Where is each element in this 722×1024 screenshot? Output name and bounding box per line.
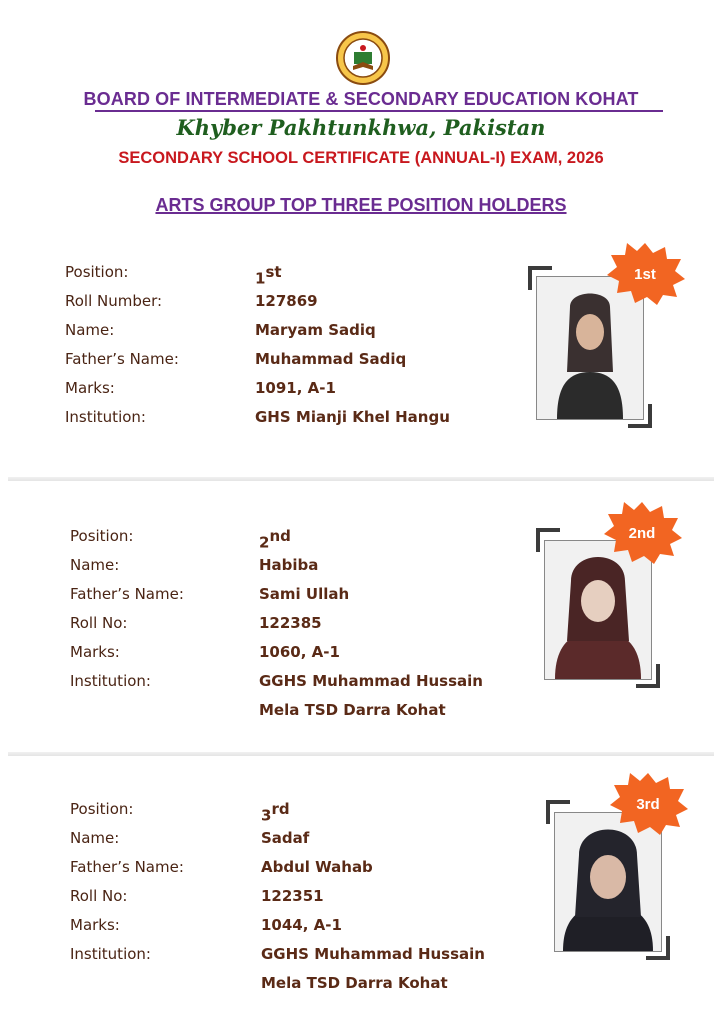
title-underline bbox=[95, 110, 663, 112]
field-row bbox=[70, 945, 151, 974]
field-value bbox=[255, 321, 376, 350]
badge-label: 1st bbox=[634, 266, 656, 283]
field-value bbox=[259, 643, 340, 672]
field-value bbox=[259, 701, 446, 730]
position-suffix: nd bbox=[269, 527, 291, 545]
province-title: Khyber Pakhtunkhwa, Pakistan bbox=[176, 115, 546, 140]
roll-number-value: 122385 bbox=[259, 614, 322, 632]
position-badge-icon bbox=[600, 500, 684, 564]
field-value bbox=[261, 945, 485, 974]
field-row bbox=[65, 292, 162, 321]
name-value: Sadaf bbox=[261, 829, 310, 847]
name-value: Habiba bbox=[259, 556, 319, 574]
field-label: Institution: bbox=[70, 672, 151, 690]
field-value bbox=[261, 974, 448, 1003]
field-row bbox=[70, 643, 120, 672]
field-label: Marks: bbox=[65, 379, 115, 397]
field-label: Roll No: bbox=[70, 614, 128, 632]
position-badge-icon bbox=[606, 771, 690, 835]
marks-value: 1044, A-1 bbox=[261, 916, 342, 934]
field-value bbox=[259, 556, 318, 585]
field-row bbox=[65, 379, 115, 408]
position-suffix: st bbox=[265, 263, 282, 281]
field-value bbox=[261, 829, 309, 858]
field-row bbox=[70, 527, 133, 556]
father-name-value: Sami Ullah bbox=[259, 585, 350, 603]
field-value bbox=[261, 800, 290, 829]
field-row bbox=[70, 556, 119, 585]
field-label: Marks: bbox=[70, 643, 120, 661]
board-title: BOARD OF INTERMEDIATE & SECONDARY EDUCATION KOHAT bbox=[83, 89, 639, 109]
roll-number-value: 122351 bbox=[261, 887, 324, 905]
field-row bbox=[70, 858, 184, 887]
position-value: 2 bbox=[259, 533, 270, 552]
field-row bbox=[70, 887, 127, 916]
name-value: Maryam Sadiq bbox=[255, 321, 376, 339]
field-value bbox=[261, 916, 342, 945]
field-label: Father’s Name: bbox=[70, 858, 184, 876]
field-value bbox=[259, 672, 483, 701]
father-name-value: Abdul Wahab bbox=[261, 858, 373, 876]
field-row bbox=[70, 800, 133, 829]
field-value bbox=[261, 858, 373, 887]
field-label: Institution: bbox=[70, 945, 151, 963]
position-badge-icon bbox=[603, 241, 687, 305]
exam-title: SECONDARY SCHOOL CERTIFICATE (ANNUAL-I) EXAM, 2026 bbox=[118, 149, 604, 167]
institution-value: GGHS Muhammad Hussain bbox=[261, 945, 485, 963]
field-label: Marks: bbox=[70, 916, 120, 934]
field-label: Roll Number: bbox=[65, 292, 163, 310]
field-label: Position: bbox=[70, 527, 134, 545]
field-value bbox=[255, 263, 282, 292]
position-suffix: rd bbox=[271, 800, 290, 818]
field-value bbox=[255, 379, 336, 408]
institution-value: GGHS Muhammad Hussain bbox=[259, 672, 483, 690]
institution-value-line2: Mela TSD Darra Kohat bbox=[259, 701, 446, 719]
field-row bbox=[65, 350, 179, 379]
field-label: Institution: bbox=[65, 408, 146, 426]
section-divider bbox=[8, 477, 714, 481]
section-divider bbox=[8, 752, 714, 756]
field-value bbox=[255, 408, 450, 437]
field-label: Name: bbox=[70, 556, 120, 574]
board-logo-icon bbox=[333, 30, 393, 86]
field-value bbox=[255, 350, 406, 379]
field-value bbox=[259, 585, 349, 614]
field-row bbox=[70, 829, 119, 858]
field-label: Father’s Name: bbox=[65, 350, 179, 368]
field-label: Roll No: bbox=[70, 887, 128, 905]
field-row bbox=[70, 614, 127, 643]
badge-label: 3rd bbox=[636, 796, 660, 813]
position-value: 3 bbox=[261, 806, 272, 825]
field-label: Position: bbox=[70, 800, 134, 818]
marks-value: 1091, A-1 bbox=[255, 379, 336, 397]
field-label: Name: bbox=[65, 321, 115, 339]
roll-number-value: 127869 bbox=[255, 292, 318, 310]
group-title: ARTS GROUP TOP THREE POSITION HOLDERS bbox=[155, 195, 567, 215]
field-value bbox=[259, 614, 322, 643]
position-value: 1 bbox=[255, 269, 266, 288]
badge-label: 2nd bbox=[628, 525, 656, 542]
institution-value-line2: Mela TSD Darra Kohat bbox=[261, 974, 448, 992]
field-row bbox=[65, 321, 114, 350]
field-value bbox=[255, 292, 318, 321]
field-label: Position: bbox=[65, 263, 129, 281]
institution-value: GHS Mianji Khel Hangu bbox=[255, 408, 450, 426]
field-row bbox=[65, 408, 146, 437]
field-label: Name: bbox=[70, 829, 120, 847]
header bbox=[0, 0, 722, 230]
father-name-value: Muhammad Sadiq bbox=[255, 350, 407, 368]
field-row bbox=[70, 916, 120, 945]
marks-value: 1060, A-1 bbox=[259, 643, 340, 661]
field-row bbox=[65, 263, 128, 292]
field-value bbox=[261, 887, 324, 916]
field-row bbox=[70, 672, 151, 701]
field-label: Father’s Name: bbox=[70, 585, 184, 603]
field-value bbox=[259, 527, 291, 556]
field-row bbox=[70, 585, 184, 614]
